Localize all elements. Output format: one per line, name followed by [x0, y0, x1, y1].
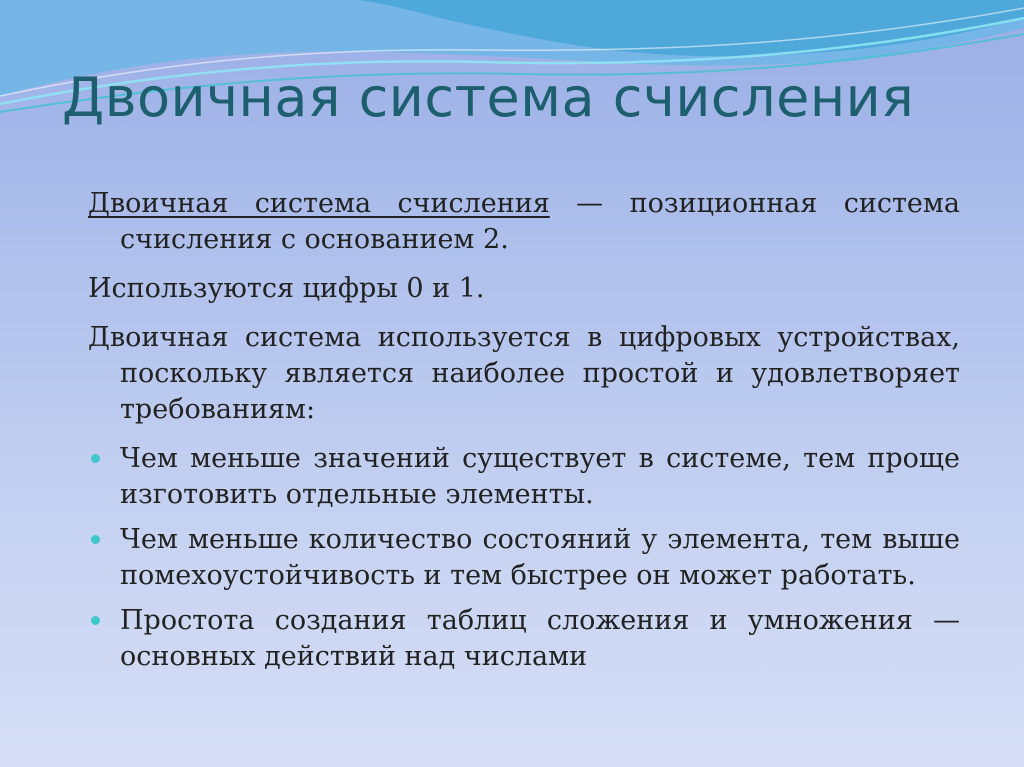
list-item: [88, 441, 960, 513]
list-item-text: Простота создания таблиц сложения и умножения — основных действий над числами: [120, 605, 960, 672]
definition-term: Двоичная система счисления: [88, 188, 550, 219]
slide-title: Двоичная система счисления: [62, 66, 915, 129]
list-item-text: Чем меньше значений существует в системе, тем проще изготовить отдельные элементы.: [120, 443, 960, 510]
usage-paragraph: Двоичная система используется в цифровых устройствах, поскольку является наиболее простой и удовлетворяет требованиям:: [88, 322, 960, 425]
definition-text: — позиционная система счисления с основанием 2.: [120, 188, 960, 255]
requirements-list: [88, 441, 960, 675]
bullet-dot-icon: [91, 535, 100, 544]
bullet-dot-icon: [91, 454, 100, 463]
list-item: [88, 603, 960, 675]
list-item-text: Чем меньше количество состояний у элемента, тем выше помехоустойчивость и тем быстрее он может работать.: [120, 524, 960, 591]
definition-paragraph: [88, 186, 960, 258]
bullet-dot-icon: [91, 616, 100, 625]
slide-body: [88, 186, 960, 684]
list-item: [88, 522, 960, 594]
digits-paragraph: Используются цифры 0 и 1.: [88, 273, 485, 304]
